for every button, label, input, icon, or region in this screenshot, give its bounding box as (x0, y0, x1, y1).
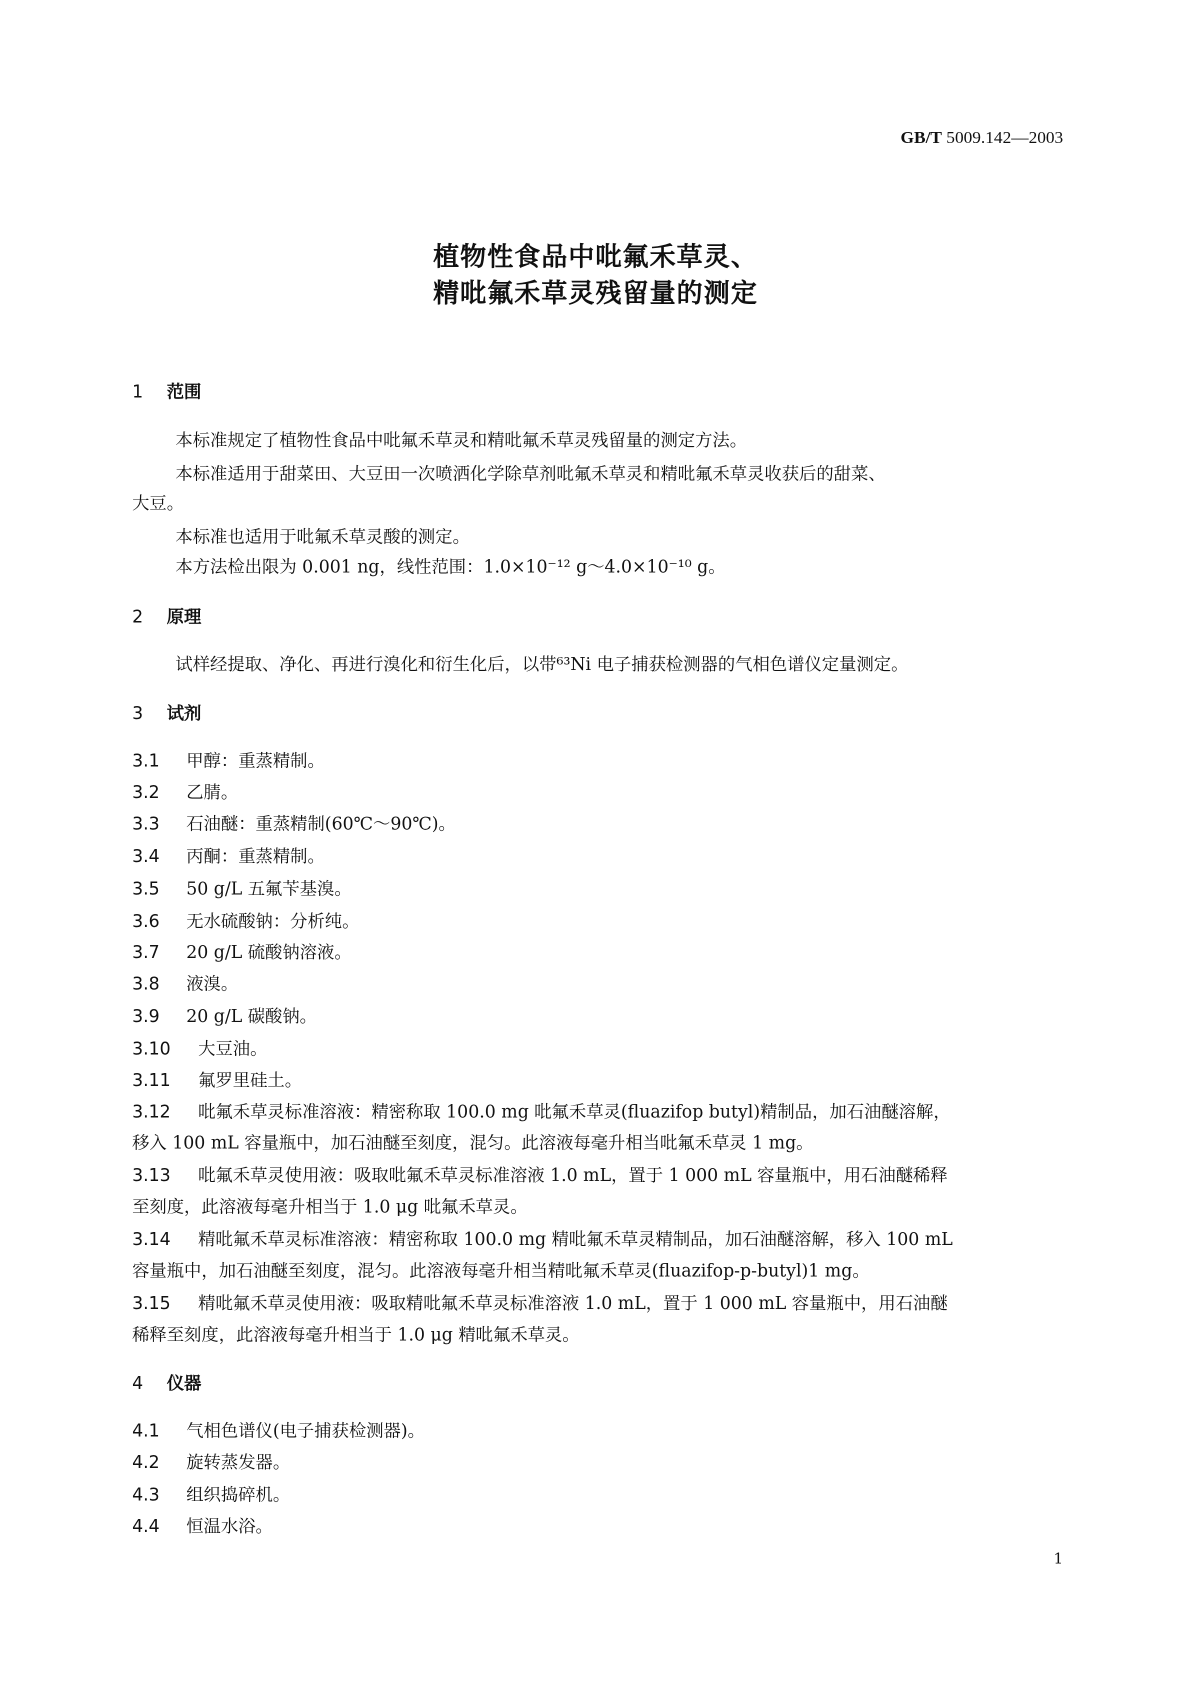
paragraph-line (175, 557, 725, 579)
clause-4-3 (132, 1484, 290, 1506)
clause-number: 3.2 (132, 781, 160, 803)
clause-4-1 (132, 1421, 425, 1443)
clause-text: 液溴。 (186, 973, 239, 994)
clause-3-13-cont (132, 1196, 528, 1218)
clause-3-14 (132, 1229, 953, 1251)
clause-number: 3.1 (132, 750, 160, 771)
clause-number: 3.11 (132, 1069, 171, 1091)
clause-text: 组织捣碎机。 (186, 1484, 291, 1505)
clause-3-13 (132, 1165, 948, 1187)
clause-text: 20 g/L 硫酸钠溶液。 (186, 941, 352, 963)
paragraph-line (175, 654, 908, 676)
clause-4-4 (132, 1516, 273, 1538)
clause-text: 20 g/L 碳酸钠。 (186, 1005, 318, 1027)
clause-number: 3.9 (132, 1005, 160, 1027)
clause-text: 稀释至刻度，此溶液每毫升相当于 1.0 μg 精吡氟禾草灵。 (132, 1324, 580, 1345)
clause-3-5 (132, 878, 352, 900)
paragraph-line (132, 493, 184, 515)
section-number: 1 (132, 381, 144, 402)
clause-3-6 (132, 911, 359, 933)
clause-3-12-cont (132, 1133, 813, 1155)
paragraph-text: 本标准适用于甜菜田、大豆田一次喷洒化学除草剂吡氟禾草灵和精吡氟禾草灵收获后的甜菜、 (175, 463, 886, 484)
clause-number: 4.3 (132, 1484, 160, 1505)
clause-number: 3.4 (132, 845, 160, 867)
clause-text: 吡氟禾草灵使用液：吸取吡氟禾草灵标准溶液 1.0 mL，置于 1 000 mL 容量瓶中，用石油醚稀释 (198, 1164, 948, 1186)
clause-text: 精吡氟禾草灵标准溶液：精密称取 100.0 mg 精吡氟禾草灵精制品，加石油醚溶解，移入 100 mL (198, 1228, 953, 1250)
clause-text: 旋转蒸发器。 (186, 1451, 291, 1473)
clause-text: 大豆油。 (198, 1038, 268, 1059)
clause-number: 3.8 (132, 973, 160, 994)
clause-text: 移入 100 mL 容量瓶中，加石油醚至刻度，混匀。此溶液每毫升相当吡氟禾草灵 1 mg。 (132, 1132, 814, 1154)
paragraph-line (175, 430, 747, 452)
clause-3-9 (132, 1006, 317, 1028)
clause-text: 至刻度，此溶液每毫升相当于 1.0 μg 吡氟禾草灵。 (132, 1196, 528, 1217)
clause-3-2 (132, 782, 238, 804)
clause-text: 氟罗里硅土。 (198, 1069, 303, 1091)
clause-number: 3.3 (132, 813, 160, 834)
document-title-line-2: 精吡氟禾草灵残留量的测定 (433, 278, 758, 309)
clause-number: 3.5 (132, 878, 160, 899)
clause-number: 3.7 (132, 941, 160, 963)
clause-number: 3.10 (132, 1038, 171, 1059)
clause-text: 精吡氟禾草灵使用液：吸取精吡氟禾草灵标准溶液 1.0 mL，置于 1 000 mL 容量瓶中，用石油醚 (198, 1292, 948, 1314)
section-title: 范围 (166, 381, 202, 402)
section-title: 仪器 (166, 1372, 202, 1394)
clause-text: 乙腈。 (186, 781, 239, 803)
clause-3-11 (132, 1070, 302, 1092)
clause-text: 甲醇：重蒸精制。 (186, 750, 325, 771)
clause-text: 恒温水浴。 (186, 1515, 273, 1537)
clause-3-10 (132, 1038, 267, 1060)
clause-3-14-cont (132, 1260, 870, 1282)
section-number: 4 (132, 1372, 144, 1394)
clause-4-2 (132, 1452, 290, 1474)
clause-number: 3.6 (132, 910, 160, 932)
clause-text: 无水硫酸钠：分析纯。 (186, 910, 360, 932)
clause-3-12 (132, 1101, 951, 1123)
clause-number: 3.12 (132, 1101, 171, 1122)
standard-code (901, 128, 1064, 150)
clause-3-15-cont (132, 1324, 580, 1346)
section-heading-3 (132, 703, 201, 725)
section-number: 2 (132, 606, 144, 627)
clause-number: 3.13 (132, 1164, 171, 1186)
code-number: 5009.142—2003 (946, 128, 1064, 148)
clause-text: 丙酮：重蒸精制。 (186, 845, 325, 867)
clause-3-15 (132, 1293, 948, 1315)
paragraph-line (175, 526, 470, 548)
section-title: 试剂 (166, 702, 202, 724)
clause-3-7 (132, 942, 352, 964)
clause-number: 3.14 (132, 1228, 171, 1250)
paragraph-text: 本标准也适用于吡氟禾草灵酸的测定。 (175, 526, 470, 547)
page-number: 1 (1053, 1550, 1064, 1568)
clause-number: 3.15 (132, 1292, 171, 1314)
paragraph-text: 本方法检出限为 0.001 ng，线性范围：1.0×10⁻¹² g～4.0×10⁻¹⁰ g。 (175, 556, 726, 578)
section-number: 3 (132, 702, 144, 724)
section-heading-2 (132, 606, 201, 628)
paragraph-text: 试样经提取、净化、再进行溴化和衍生化后，以带⁶³Ni 电子捕获检测器的气相色谱仪定量测定。 (175, 653, 909, 675)
clause-3-1 (132, 750, 325, 772)
clause-text: 50 g/L 五氟苄基溴。 (186, 878, 352, 899)
clause-number: 4.2 (132, 1451, 160, 1473)
section-heading-1 (132, 381, 201, 403)
paragraph-text: 大豆。 (132, 492, 185, 514)
clause-text: 石油醚：重蒸精制(60℃～90℃)。 (186, 813, 456, 834)
document-title-line-1: 植物性食品中吡氟禾草灵、 (433, 241, 758, 272)
clause-3-3 (132, 813, 456, 835)
clause-text: 容量瓶中，加石油醚至刻度，混匀。此溶液每毫升相当精吡氟禾草灵(fluazifop-p-butyl)1 mg。 (132, 1260, 870, 1281)
section-heading-4 (132, 1373, 201, 1395)
clause-number: 4.1 (132, 1420, 160, 1442)
code-prefix: GB/T (900, 128, 942, 148)
clause-text: 吡氟禾草灵标准溶液：精密称取 100.0 mg 吡氟禾草灵(fluazifop butyl)精制品，加石油醚溶解， (198, 1101, 951, 1122)
clause-number: 4.4 (132, 1515, 160, 1537)
clause-3-4 (132, 846, 325, 868)
clause-3-8 (132, 973, 238, 995)
paragraph-text: 本标准规定了植物性食品中吡氟禾草灵和精吡氟禾草灵残留量的测定方法。 (175, 429, 748, 451)
paragraph-line (175, 463, 885, 485)
section-title: 原理 (166, 606, 202, 627)
clause-text: 气相色谱仪(电子捕获检测器)。 (186, 1420, 425, 1442)
